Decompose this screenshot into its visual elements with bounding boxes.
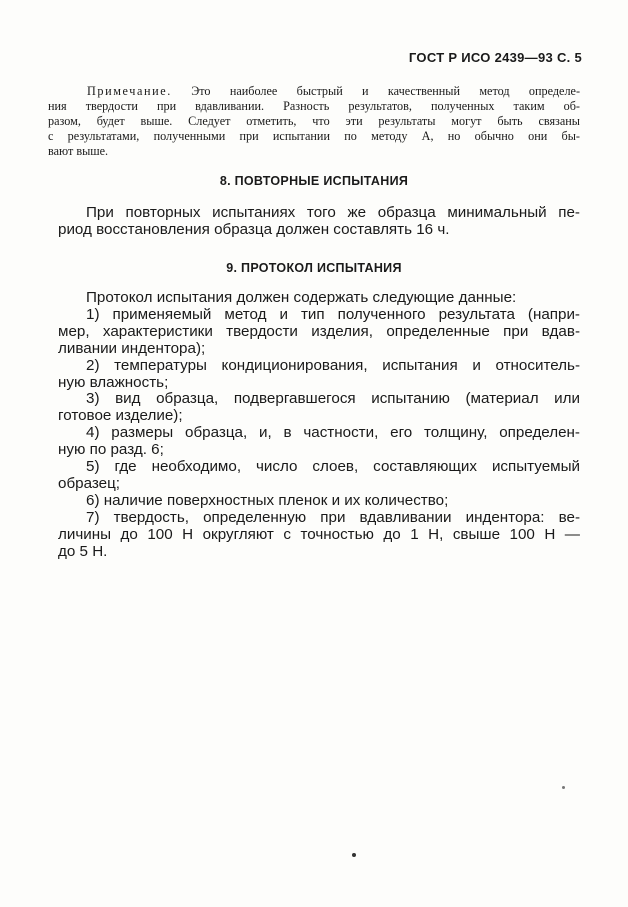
section-9-title: 9. ПРОТОКОЛ ИСПЫТАНИЯ — [226, 261, 402, 275]
note-line: разом, будет выше. Следует отметить, что эти результаты могут быть связаны — [48, 114, 580, 128]
note-line: Примечание. Это наиболее быстрый и качественный метод определе- — [87, 84, 580, 98]
paragraph-line: готовое изделие); — [58, 407, 183, 425]
scan-speck — [562, 786, 565, 789]
paragraph-line: ную по разд. 6; — [58, 441, 164, 459]
list-item-4: 4) размеры образца, и, в частности, его толщину, определен- — [86, 424, 580, 442]
list-item-2: 2) температуры кондиционирования, испытания и относитель- — [86, 356, 580, 374]
paragraph-line: до 5 Н. — [58, 542, 108, 560]
paragraph-line: образец; — [58, 474, 121, 492]
running-head: ГОСТ Р ИСО 2439—93 С. 5 — [408, 50, 582, 65]
section-8-title: 8. ПОВТОРНЫЕ ИСПЫТАНИЯ — [219, 174, 409, 188]
note-line: ния твердости при вдавливании. Разность результатов, полученных таким об- — [48, 99, 580, 113]
paragraph-line: При повторных испытаниях того же образца минимальный пе- — [86, 204, 580, 221]
paragraph-line: риод восстановления образца должен составлять 16 ч. — [58, 220, 450, 238]
list-item-7: 7) твердость, определенную при вдавливании индентора: ве- — [86, 508, 580, 526]
paragraph-line: мер, характеристики твердости изделия, определенные при вдав- — [58, 322, 580, 340]
note-label: Примечание. — [87, 84, 172, 98]
section-9-paragraph — [58, 290, 580, 561]
note-paragraph — [48, 84, 580, 159]
scan-speck — [352, 853, 356, 857]
paragraph-line: ливании индентора); — [58, 339, 206, 357]
paragraph-line: Протокол испытания должен содержать следующие данные: — [86, 289, 517, 306]
list-item-6: 6) наличие поверхностных пленок и их количество; — [86, 491, 449, 509]
list-item-5: 5) где необходимо, число слоев, составляющих испытуемый — [86, 458, 580, 476]
paragraph-line: ную влажность; — [58, 373, 169, 391]
section-8-paragraph — [58, 205, 580, 239]
note-line: вают выше. — [48, 144, 109, 158]
list-item-1: 1) применяемый метод и тип полученного результата (напри- — [86, 305, 580, 323]
note-line: с результатами, полученными при испытании по методу А, но обычно они бы- — [48, 129, 580, 143]
paragraph-line: личины до 100 Н округляют с точностью до 1 Н, свыше 100 Н — — [58, 525, 580, 543]
list-item-3: 3) вид образца, подвергавшегося испытанию (материал или — [86, 390, 580, 408]
